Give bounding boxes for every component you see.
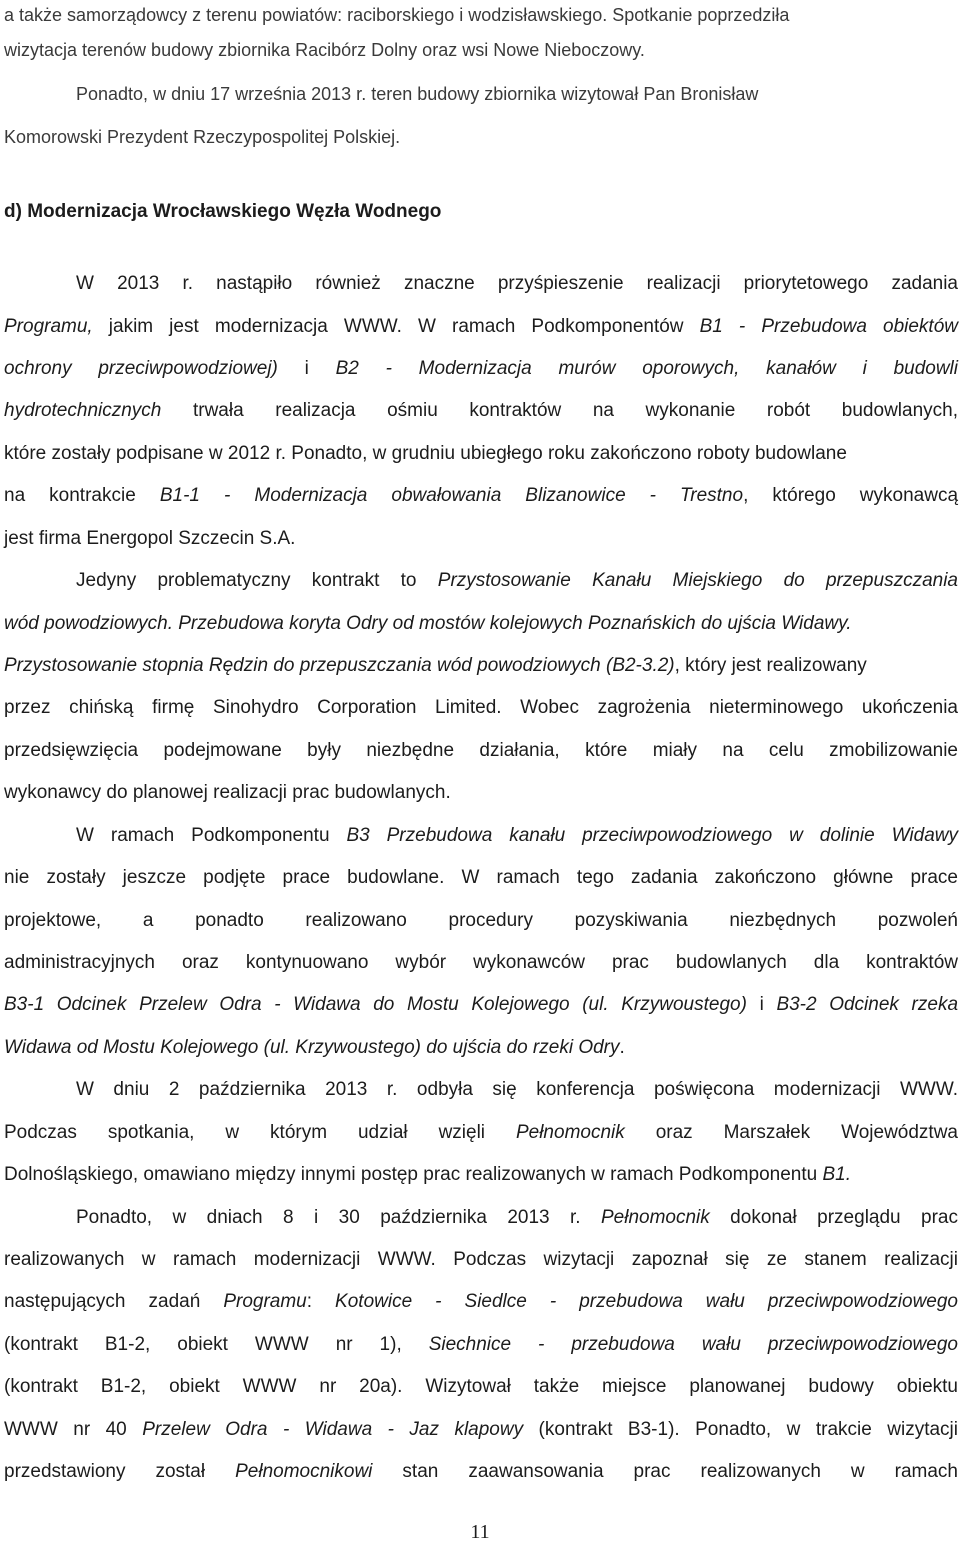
italic-text: Siechnice - przebudowa wału przeciwpowodziowego	[428, 1334, 958, 1355]
text-segment: i	[277, 358, 336, 379]
text-line	[4, 779, 958, 807]
text-line	[4, 1458, 958, 1486]
text-segment: (kontrakt B1-2, obiekt WWW nr 1),	[4, 1334, 429, 1355]
text-line	[4, 270, 958, 298]
text-segment: na kontrakcie	[4, 485, 160, 506]
text-segment: d) Modernizacja Wrocławskiego Węzła Wodnego	[4, 201, 442, 222]
text-line	[4, 1331, 958, 1359]
text-line	[4, 1076, 958, 1104]
text-line	[4, 440, 958, 468]
text-segment: stan zaawansowania prac realizowanych w ramach	[372, 1461, 958, 1482]
text-segment: Dolnośląskiego, omawiano między innymi postęp prac realizowanych w ramach Podkomponentu	[4, 1164, 823, 1185]
section-heading	[4, 198, 958, 226]
text-line	[4, 1161, 958, 1189]
text-line	[4, 907, 958, 935]
text-line	[4, 1204, 958, 1232]
text-segment: projektowe, a ponadto realizowano procedury pozyskiwania niezbędnych pozwoleń	[4, 910, 958, 931]
text-segment: realizowanych w ramach modernizacji WWW. Podczas wizytacji zapoznał się ze stanem realizacji	[4, 1249, 958, 1270]
italic-text: Programu	[223, 1291, 307, 1312]
text-line	[4, 1288, 958, 1316]
text-segment: Komorowski Prezydent Rzeczypospolitej Polskiej.	[4, 127, 401, 147]
text-line	[4, 36, 958, 64]
italic-text: Przystosowanie stopnia Rędzin do przepuszczania wód powodziowych (B2-3.2)	[4, 655, 675, 676]
italic-text: B1-1 - Modernizacja obwałowania Blizanowice - Trestno	[159, 485, 744, 506]
text-segment: Ponadto, w dniu 17 września 2013 r. teren budowy zbiornika wizytował Pan Bronisław	[76, 84, 759, 104]
text-line	[4, 652, 958, 680]
text-segment: następujących zadań	[4, 1291, 224, 1312]
text-segment: (kontrakt B3-1). Ponadto, w trakcie wizytacji	[523, 1419, 958, 1440]
italic-text: Pełnomocnik	[515, 1122, 625, 1143]
italic-text: Przelew Odra - Widawa - Jaz klapowy	[142, 1419, 524, 1440]
text-line	[4, 1373, 958, 1401]
text-line	[4, 313, 958, 341]
text-line	[4, 80, 958, 108]
italic-text: Pełnomocnik	[600, 1207, 710, 1228]
text-segment: przez chińską firmę Sinohydro Corporation Limited. Wobec zagrożenia nieterminowego ukończenia	[4, 697, 958, 718]
italic-text: Kotowice - Siedlce - przebudowa wału przeciwpowodziowego	[335, 1291, 959, 1312]
text-line	[4, 610, 958, 638]
text-segment: Podczas spotkania, w którym udział wzięli	[4, 1122, 516, 1143]
text-line	[4, 822, 958, 850]
text-line	[4, 482, 958, 510]
text-segment: a także samorządowcy z terenu powiatów: raciborskiego i wodzisławskiego. Spotkanie poprzedziła	[4, 5, 790, 25]
italic-text: B1.	[822, 1164, 851, 1185]
text-line	[4, 1416, 958, 1444]
text-line	[4, 123, 958, 151]
text-segment: jakim jest modernizacja WWW. W ramach Podkomponentów	[92, 316, 700, 337]
text-segment: administracyjnych oraz kontynuowano wybór wykonawców prac budowlanych dla kontraktów	[4, 952, 958, 973]
italic-text: B3 Przebudowa kanału przeciwpowodziowego w dolinie Widawy	[346, 825, 958, 846]
text-segment: trwała realizacja ośmiu kontraktów na wykonanie robót budowlanych,	[161, 400, 958, 421]
text-segment: nie zostały jeszcze podjęte prace budowlane. W ramach tego zadania zakończono główne prace	[4, 867, 958, 888]
italic-text: B3-1 Odcinek Przelew Odra - Widawa do Mostu Kolejowego (ul. Krzywoustego)	[4, 994, 747, 1015]
text-segment: WWW nr 40	[4, 1419, 143, 1440]
text-line	[4, 525, 958, 553]
italic-text: Programu,	[4, 316, 93, 337]
text-segment: jest firma Energopol Szczecin S.A.	[4, 528, 296, 549]
text-segment: które zostały podpisane w 2012 r. Ponadto, w grudniu ubiegłego roku zakończono roboty budowlane	[4, 443, 847, 464]
text-segment: , którego wykonawcą	[743, 485, 959, 506]
text-segment: przedstawiony został	[4, 1461, 236, 1482]
text-line	[4, 737, 958, 765]
text-segment: W 2013 r. nastąpiło również znaczne przyśpieszenie realizacji priorytetowego zadania	[76, 273, 958, 294]
text-segment: Ponadto, w dniach 8 i 30 października 2013 r.	[76, 1207, 601, 1228]
italic-text: B3-2 Odcinek rzeka	[776, 994, 959, 1015]
text-line	[4, 1119, 958, 1147]
italic-text: B1 - Przebudowa obiektów	[699, 316, 959, 337]
text-line	[4, 1, 958, 29]
text-line	[4, 1246, 958, 1274]
text-segment: Jedyny problematyczny kontrakt to	[76, 570, 438, 591]
text-segment: oraz Marszałek Województwa	[624, 1122, 958, 1143]
text-line	[4, 1034, 958, 1062]
text-segment: wykonawcy do planowej realizacji prac budowlanych.	[4, 782, 451, 803]
text-line	[4, 991, 958, 1019]
text-segment: , który jest realizowany	[674, 655, 867, 676]
text-line	[4, 397, 958, 425]
text-segment: i	[746, 994, 777, 1015]
text-segment: W ramach Podkomponentu	[76, 825, 347, 846]
text-segment: wizytacja terenów budowy zbiornika Racibórz Dolny oraz wsi Nowe Nieboczowy.	[4, 40, 645, 60]
text-segment: przedsięwzięcia podejmowane były niezbędne działania, które miały na celu zmobilizowanie	[4, 740, 958, 761]
text-line	[4, 355, 958, 383]
italic-text: Pełnomocnikowi	[235, 1461, 373, 1482]
text-segment: dokonał przeglądu prac	[709, 1207, 958, 1228]
italic-text: hydrotechnicznych	[4, 400, 162, 421]
text-line	[4, 949, 958, 977]
text-segment: (kontrakt B1-2, obiekt WWW nr 20a). Wizytował także miejsce planowanej budowy obiektu	[4, 1376, 958, 1397]
text-line	[4, 567, 958, 595]
text-segment: W dniu 2 października 2013 r. odbyła się konferencja poświęcona modernizacji WWW.	[76, 1079, 958, 1100]
italic-text: wód powodziowych. Przebudowa koryta Odry od mostów kolejowych Poznańskich do ujścia Widawy.	[4, 613, 852, 634]
italic-text: Widawa od Mostu Kolejowego (ul. Krzywoustego) do ujścia do rzeki Odry	[4, 1037, 620, 1058]
page-number: 11	[470, 1521, 490, 1543]
text-line	[4, 694, 958, 722]
text-line	[4, 864, 958, 892]
text-segment: .	[619, 1037, 625, 1058]
italic-text: B2 - Modernizacja murów oporowych, kanałów i budowli	[335, 358, 958, 379]
text-segment: :	[306, 1291, 336, 1312]
italic-text: ochrony przeciwpowodziowej)	[4, 358, 278, 379]
italic-text: Przystosowanie Kanału Miejskiego do przepuszczania	[437, 570, 958, 591]
